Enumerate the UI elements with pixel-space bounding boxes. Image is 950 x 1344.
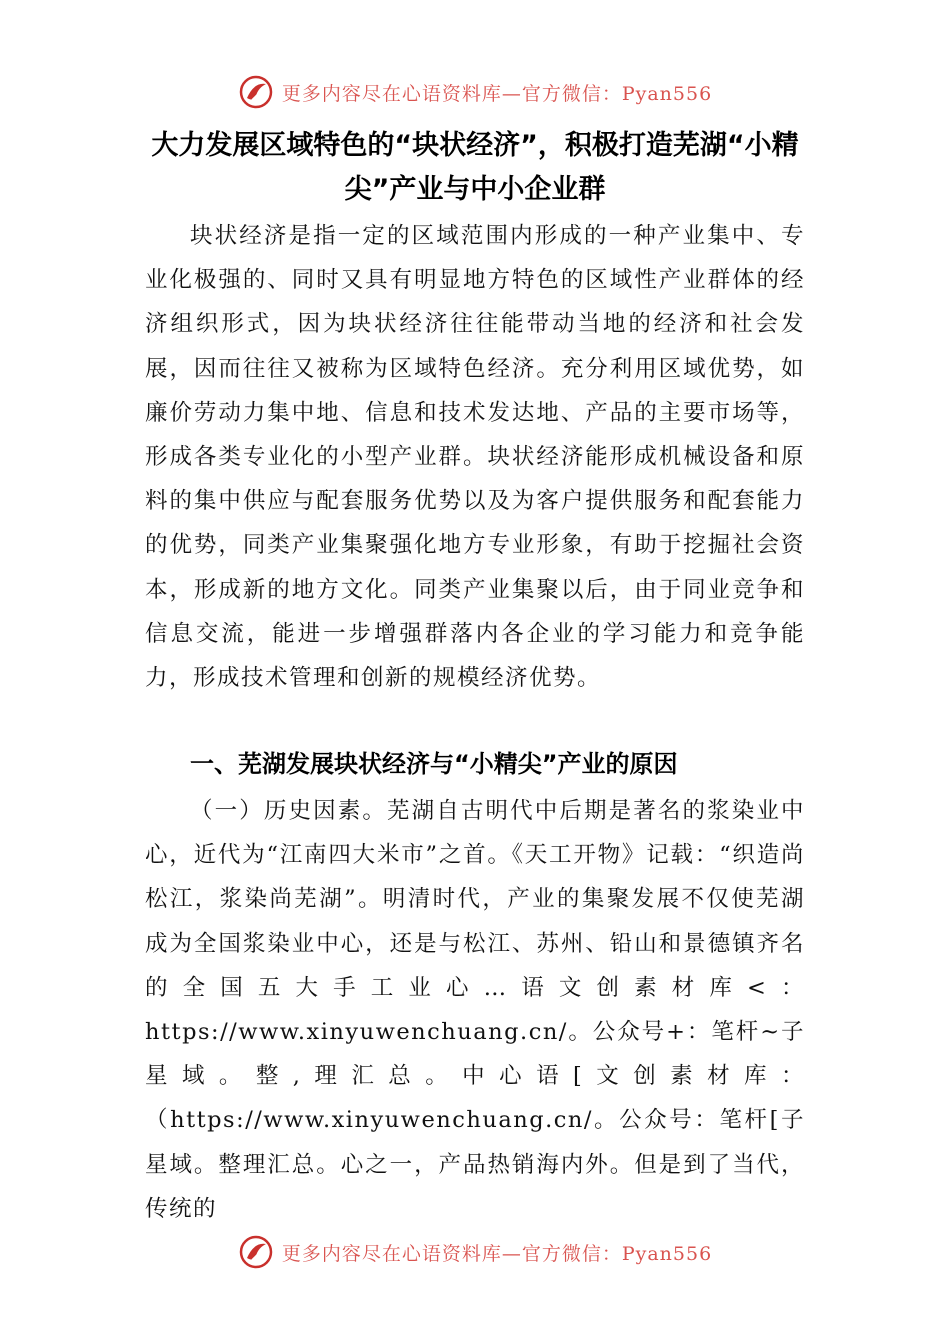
brand-logo-icon xyxy=(238,74,274,110)
brand-logo-icon xyxy=(238,1234,274,1270)
footer-banner xyxy=(0,1230,950,1274)
section-heading: 一、芜湖发展块状经济与“小精尖”产业的原因 xyxy=(190,750,678,778)
paragraph-history: （一）历史因素。芜湖自古明代中后期是著名的浆染业中心，近代为“江南四大米市”之首。《天工开物》记载：“织造尚松江，浆染尚芜湖”。明清时代，产业的集聚发展不仅使芜湖成为全国浆染业中心，还是与松江、苏州、铅山和景德镇齐名的全国五大手工业心…语文创素材库<：https://www.xinyuwenchuang.cn/。公众号+：笔杆~子星域。整,理汇总。中心语[文创素材库：（https://www.xinyuwenchuang.cn/。公众号：笔杆[子星域。整理汇总。心之一，产品热销海内外。但是到了当代，传统的 xyxy=(145,798,805,1222)
paragraph-intro: 块状经济是指一定的区域范围内形成的一种产业集中、专业化极强的、同时又具有明显地方特色的区域性产业群体的经济组织形式，因为块状经济往往能带动当地的经济和社会发展，因而往往又被称为区域特色经济。充分利用区域优势，如廉价劳动力集中地、信息和技术发达地、产品的主要市场等，形成各类专业化的小型产业群。块状经济能形成机械设备和原料的集中供应与配套服务优势以及为客户提供服务和配套能力的优势，同类产业集聚强化地方专业形象，有助于挖掘社会资本，形成新的地方文化。同类产业集聚以后，由于同业竞争和信息交流，能进一步增强群落内各企业的学习能力和竞争能力，形成技术管理和创新的规模经济优势。 xyxy=(145,223,805,692)
header-banner xyxy=(0,70,950,114)
document-title: 大力发展区域特色的“块状经济”，积极打造芜湖“小精尖”产业与中小企业群 xyxy=(151,130,799,205)
footer-banner-text: 更多内容尽在心语资料库—官方微信：Pyan556 xyxy=(281,1242,713,1265)
header-banner-text: 更多内容尽在心语资料库—官方微信：Pyan556 xyxy=(281,82,713,105)
